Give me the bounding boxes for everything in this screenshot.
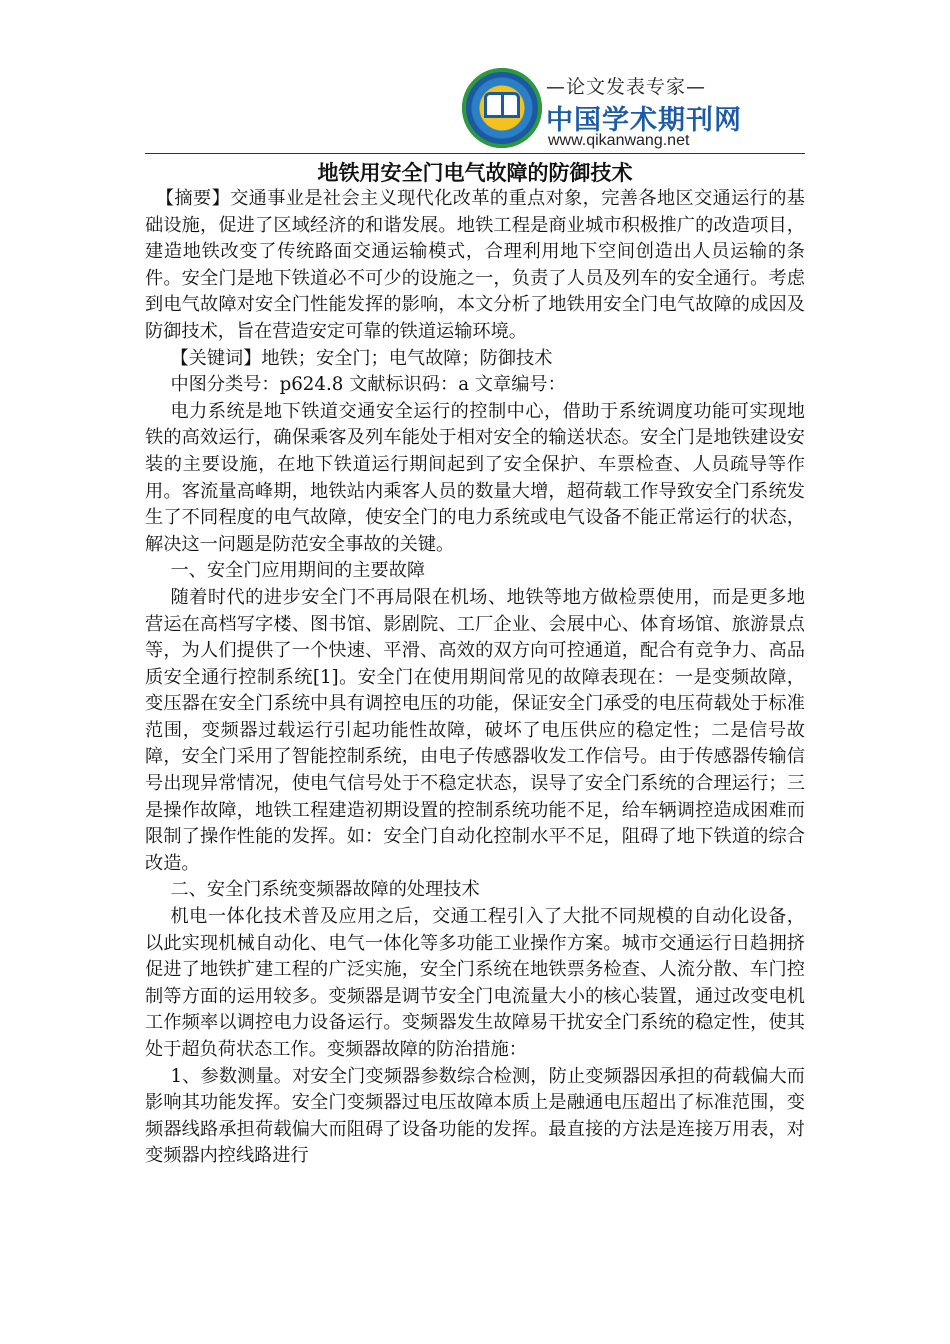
paragraph: 随着时代的进步安全门不再局限在机场、地铁等地方做检票使用，而是更多地营运在高档写字楼、图书馆、影剧院、工厂企业、会展中心、体育场馆、旅游景点等，为人们提供了一个快速、平滑、高效的双方向可控通道，配合有竞争力、高品质安全通行控制系统[1]。安全门在使用期间常见的故障表现在：一是变频故障，变压器在安全门系统中具有调控电压的功能，保证安全门承受的电压荷载处于标准范围，变频器过载运行引起功能性故障，破坏了电压供应的稳定性；二是信号故障，安全门采用了智能控制系统，由电子传感器收发工作信号。由于传感器传输信号出现异常情况，使电气信号处于不稳定状态，误导了安全门系统的合理运行；三是操作故障，地铁工程建造初期设置的控制系统功能不足，给车辆调控造成困难而限制了操作性能的发挥。如：安全门自动化控制水平不足，阻碍了地下铁道的综合改造。 — [145, 586, 805, 874]
keywords: 【关键词】地铁；安全门；电气故障；防御技术 — [170, 347, 553, 369]
paragraph: 1、参数测量。对安全门变频器参数综合检测，防止变频器因承担的荷载偏大而影响其功能发挥。安全门变频器过电压故障本质上是融通电压超出了标准范围，变频器线路承担荷载偏大而阻碍了设备功能的发挥。最直接的方法是连接万用表，对变频器内控线路进行 — [145, 1065, 805, 1167]
section-heading: 一、安全门应用期间的主要故障 — [170, 560, 426, 582]
article-body — [145, 160, 805, 1170]
paragraph: 机电一体化技术普及应用之后，交通工程引入了大批不同规模的自动化设备，以此实现机械自动化、电气一体化等多功能工业操作方案。城市交通运行日趋拥挤促进了地铁扩建工程的广泛实施，安全门系统在地铁票务检查、人流分散、车门控制等方面的运用较多。变频器是调节安全门电流量大小的核心装置，通过改变电机工作频率以调控电力设备运行。变频器发生故障易干扰安全门系统的稳定性，使其处于超负荷状态工作。变频器故障的防治措施： — [145, 906, 805, 1060]
abstract: 【摘要】交通事业是社会主义现代化改革的重点对象，完善各地区交通运行的基础设施，促进了区域经济的和谐发展。地铁工程是商业城市积极推广的改造项目，建造地铁改变了传统路面交通运输模式，合理利用地下空间创造出人员运输的条件。安全门是地下铁道必不可少的设施之一，负责了人员及列车的安全通行。考虑到电气故障对安全门性能发挥的影响，本文分析了地铁用安全门电气故障的成因及防御技术，旨在营造安定可靠的铁道运输环境。 — [145, 188, 805, 342]
paragraph: 电力系统是地下铁道交通安全运行的控制中心，借助于系统调度功能可实现地铁的高效运行，确保乘客及列车能处于相对安全的输送状态。安全门是地铁建设安装的主要设施，在地下铁道运行期间起到了安全保护、车票检查、人员疏导等作用。客流量高峰期，地铁站内乘客人员的数量大增，超荷载工作导致安全门系统发生了不同程度的电气故障，使安全门的电力系统或电气设备不能正常运行的状态，解决这一问题是防范安全事故的关键。 — [145, 400, 805, 555]
section-heading: 二、安全门系统变频器故障的处理技术 — [170, 879, 480, 901]
header-slogan: —论文发表专家— — [546, 76, 707, 98]
article-title: 地铁用安全门电气故障的防御技术 — [317, 160, 633, 185]
book-icon — [484, 92, 520, 118]
brand-url: www.qikanwang.net — [548, 132, 690, 149]
header-divider — [145, 153, 805, 154]
brand-name: 中国学术期刊网 — [546, 105, 742, 136]
classification: 中图分类号：p624.8 文献标识码：a 文章编号： — [170, 374, 566, 396]
page-header — [0, 0, 950, 160]
